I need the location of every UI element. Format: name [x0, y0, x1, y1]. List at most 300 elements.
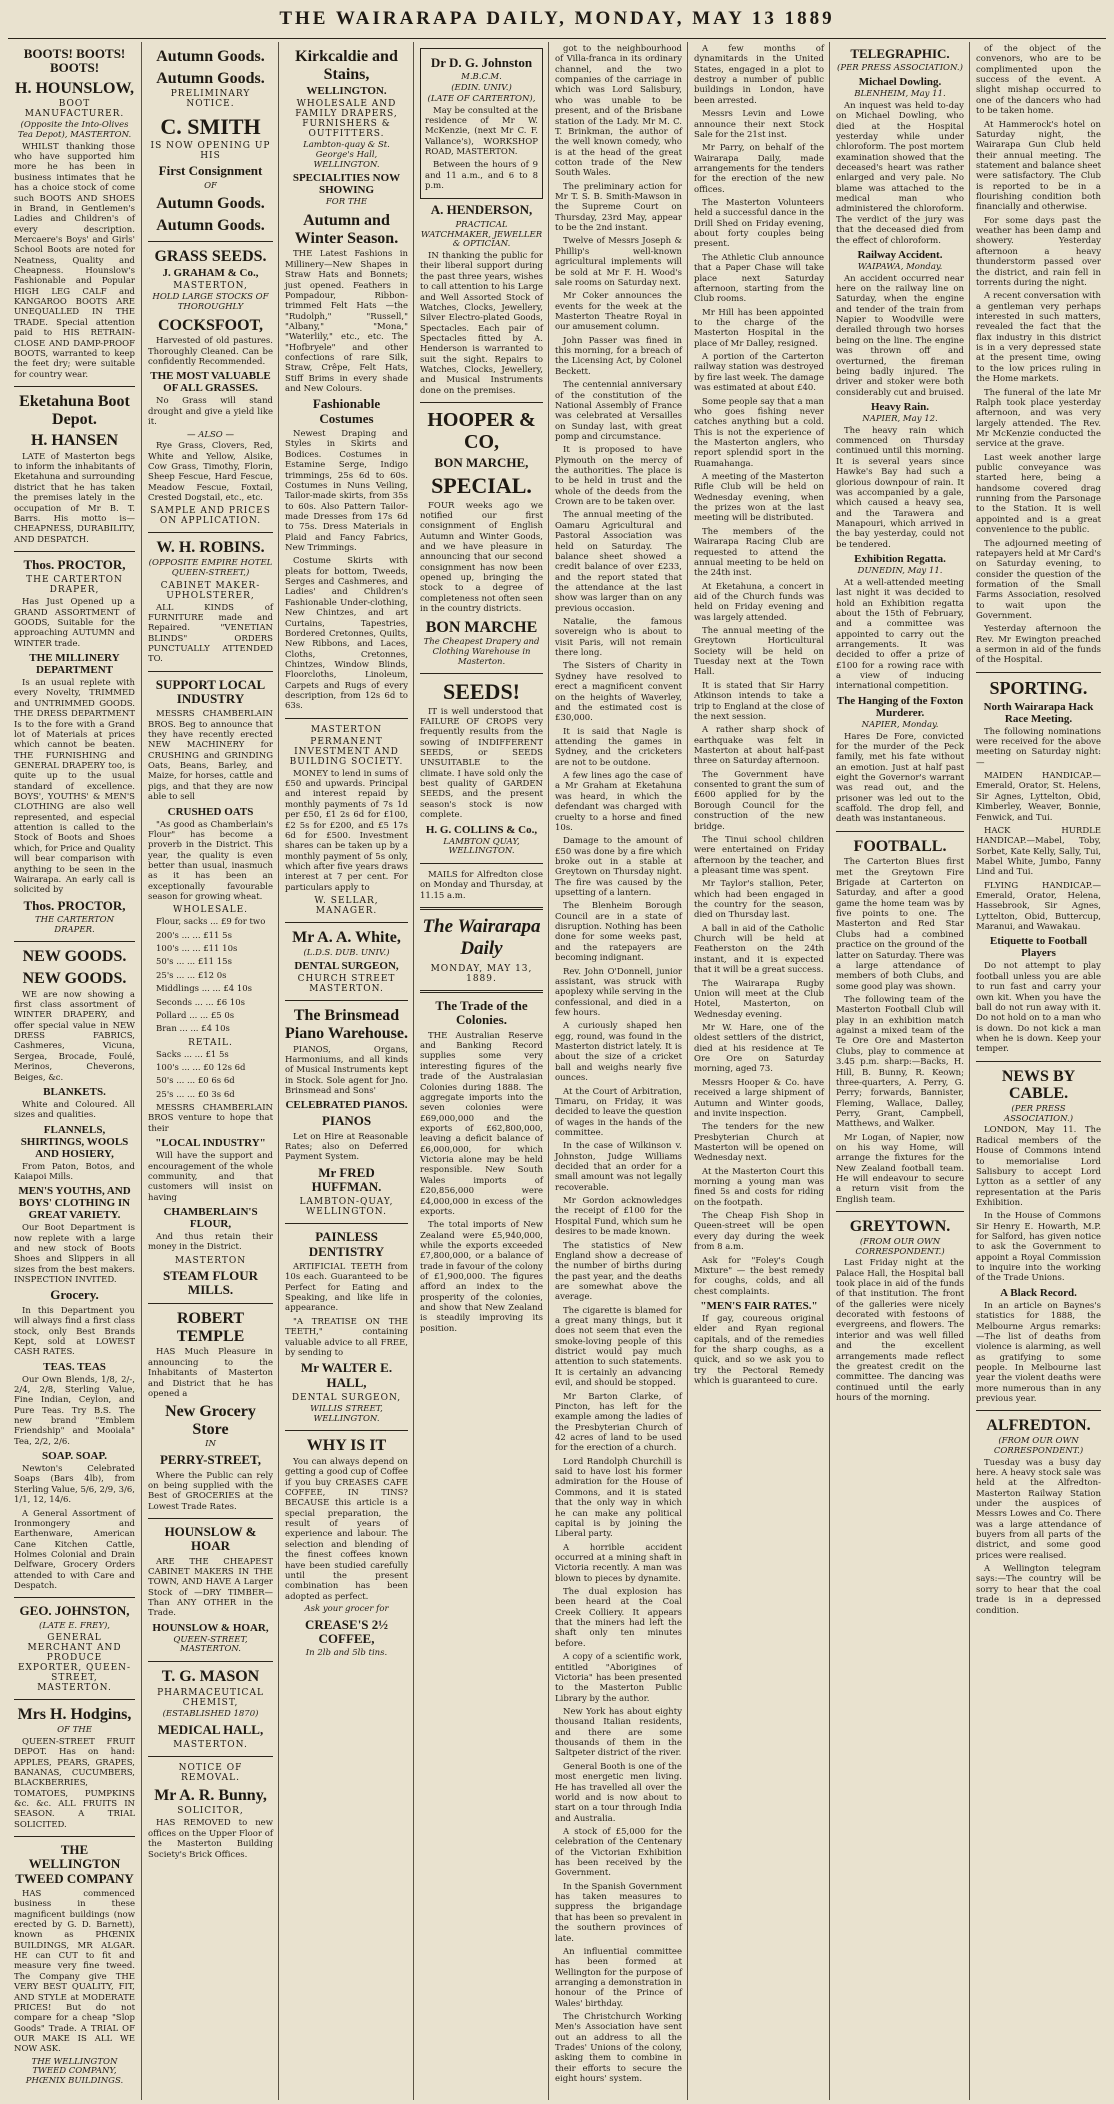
- ad-address: (OPPOSITE EMPIRE HOTEL QUEEN-STREET,): [148, 558, 273, 578]
- ad-body: Is an usual replete with every Novelty, TRIMMED and UNTRIMMED GOODS. THE DRESS DEPARTMENT Is to the fore with a Grand lot of Materials at prices which cannot be beaten. THE FURNISHING and GENERAL DRAPERY too, is quite up to the usual standard of excellence. BOYS', YOUTHS' & MEN'S CLOTHING are also well represented, and especial attention is called to the Stock of Boots and Shoes which, for Price and Quality will bear comparison with anything to be seen in the Wairarapa. An early call is solicited by: [14, 678, 135, 896]
- news-paragraph: The Masterton Volunteers held a successful dance in the Drill Shed on Friday evening, about forty couples being present.: [694, 198, 824, 250]
- ad-title: THE WELLINGTON TWEED COMPANY: [15, 1842, 134, 1886]
- column-3: [278, 42, 414, 2100]
- ad-crease-coffee: [285, 1437, 408, 1659]
- news-paragraph: The tenders for the new Presbyterian Church at Masterton will be opened on Wednesday next.: [694, 1122, 824, 1164]
- section-heading-cable: NEWS BY CABLE.: [1001, 1067, 1076, 1103]
- ad-seeds: [420, 680, 543, 901]
- divider: [285, 1223, 408, 1224]
- ad-subtitle: DENTAL SURGEON,: [291, 1392, 402, 1403]
- divider: [14, 941, 135, 942]
- news-paragraph: Ask for "Foley's Cough Mixture" — the best remedy for coughs, colds, and all chest complaints.: [694, 1255, 824, 1297]
- ad-subtitle: PHARMACEUTICAL CHEMIST,: [157, 1687, 264, 1708]
- ad-title: C. SMITH: [160, 114, 261, 140]
- ad-painless-dentistry: [285, 1230, 408, 1424]
- ad-title: Eketahuna Boot Depot.: [19, 392, 130, 428]
- price-row: Bran ... ... £4 10s: [156, 1024, 230, 1035]
- news-paragraph: Damage to the amount of £50 was done by a fire which broke out in a stable at Greytown on Thursday night. The fire was caused by the upsetting of a lantern.: [555, 836, 682, 899]
- ad-title: A. HENDERSON,: [430, 202, 533, 218]
- price-row: 200's ... ... £11 5s: [156, 930, 232, 941]
- news-paragraph: An accident occurred near here on the railway line on Saturday, when the engine and tender of the train from Napier to Woodville were derailed through two horses being on the line. The engine was thrown off and overturned, the fireman being badly injured. The driver and stoker were both considerably cut and bruised.: [836, 273, 964, 398]
- ad-grass-seeds: [148, 248, 273, 527]
- ad-proctor-draper: [14, 558, 135, 935]
- ad-connector: FOR THE: [325, 197, 368, 208]
- ad-section-heading: Grocery.: [50, 1287, 99, 1303]
- news-paragraph: New York has about eighty thousand Italian residents, and there are some thousands of them in the Saltpeter district of the river.: [555, 1706, 682, 1759]
- news-paragraph: MAIDEN HANDICAP.—Emerald, Orator, St. Helens, Sir Agnes, Lyttelton, Obid, Kimberley, Weaver, Bonnie, Fenwick, and Tui.: [976, 771, 1101, 823]
- ad-body: Let on Hire at Reasonable Rates; also on Deferred Payment System.: [285, 1131, 408, 1163]
- ad-body: In this Department you will always find a first class stock, only Best Brands Kept, sold at LOWEST CASH RATES.: [14, 1305, 135, 1358]
- divider: [14, 551, 135, 552]
- news-paragraph: The centennial anniversary of the constitution of the National Assembly of France was celebrated at Versailles on Sunday last, with great pomp and circumstance.: [555, 380, 682, 442]
- correspondent-note: (FROM OUR OWN CORRESPONDENT.): [855, 1236, 945, 1257]
- ad-section-heading: BLANKETS.: [43, 1085, 106, 1098]
- ad-body: Newton's Celebrated Soaps (Bars 4lb), from Sterling Value, 5/6, 2/9, 3/6, 1/1, 12, 14/6.: [14, 1464, 135, 1506]
- news-paragraph: For some days past the weather has been damp and showery. Yesterday afternoon a heavy thunderstorm passed over the district, and rain fell in torrents during the night.: [976, 215, 1101, 288]
- ad-address: QUEEN-STREET, MASTERTON.: [173, 1634, 248, 1655]
- ad-body: ARTIFICIAL TEETH from 10s each. Guaranteed to be Perfect for Eating and Speaking, and like life in appearance.: [285, 1261, 408, 1314]
- telegraphic-source: (PER PRESS ASSOCIATION.): [837, 63, 963, 74]
- news-paragraph: The cigarette is blamed for a great many things, but it does not seem that even the smoke-loving people of this district would pay much attention to such statements. It is certainly an advancing evil, and should be stopped.: [555, 1305, 682, 1389]
- ad-body: HAS Much Pleasure in announcing to the Inhabitants of Masterton and District that he has opened a: [148, 1347, 273, 1399]
- ad-body: DENTAL SURGEON,: [294, 960, 399, 973]
- news-paragraph: It is stated that Sir Harry Atkinson intends to take a trip to England at the close of the next session.: [694, 680, 824, 722]
- ad-body: QUEEN-STREET FRUIT DEPOT. Has on hand: APPLES, PEARS, GRAPES, BANANAS, CUCUMBERS, BLACKBERRIES, TOMATOES, PUMPKINS &c. &c. ALL FRUITS IN SEASON. A TRIAL SOLICITED.: [14, 1736, 135, 1830]
- ad-subtitle: PRACTICAL WATCHMAKER, JEWELLER & OPTICIAN.: [420, 219, 543, 250]
- price-row: 50's ... ... £11 15s: [156, 957, 232, 968]
- news-dateline: NAPIER, May 12.: [862, 413, 938, 424]
- ad-subtitle: M.B.C.M.: [461, 72, 502, 83]
- ad-robins: [148, 539, 273, 664]
- ad-hours: Between the hours of 9 and 11 a.m., and 6 to 8 p.m.: [425, 160, 538, 192]
- ad-footer: SAMPLE AND PRICES ON APPLICATION.: [150, 506, 271, 527]
- ad-robert-temple: [148, 1310, 273, 1512]
- news-paragraph: Mr Taylor's stallion, Peter, which had been engaged in the country for the season, died on Thursday last.: [694, 879, 824, 921]
- section-heading-greytown: GREYTOWN.: [849, 1218, 951, 1236]
- ad-signature: W. SELLAR, MANAGER.: [314, 896, 379, 917]
- ad-highlight: THE MOST VALUABLE OF ALL GRASSES.: [150, 370, 271, 395]
- ad-connector: IN: [205, 1439, 216, 1450]
- editorial-masthead: The Wairarapa Daily: [422, 916, 541, 960]
- news-paragraph: A stock of £5,000 for the celebration of the Centenary of the Victorian Exhibition has been received by the Government.: [555, 1826, 682, 1879]
- ad-body: Where the Public can rely on being supplied with the Best of GROCERIES at the Lowest Trade Rates.: [148, 1470, 273, 1512]
- divider: [976, 1061, 1101, 1062]
- ad-address: LAMBTON-QUAY, WELLINGTON.: [299, 1197, 394, 1218]
- price-row: 100's ... ... £0 12s 6d: [156, 1063, 246, 1073]
- ad-title-repeat: Autumn Goods.: [156, 69, 265, 87]
- ad-name: H. HOUNSLOW,: [15, 79, 134, 97]
- ad-hounslow-boots: [14, 47, 135, 380]
- ad-title: T. G. MASON: [161, 1668, 260, 1686]
- ad-body: Rye Grass, Clovers, Red, White and Yellow, Alsike, Cow Grass, Timothy, Florin, Sheep Fescue, Hard Fescue, Meadow Fescue, Foxtail, Crested Dogstail, etc., etc.: [148, 441, 273, 504]
- ad-address: PERRY-STREET,: [159, 1452, 262, 1468]
- ad-title: WHY IS IT: [306, 1437, 387, 1455]
- editorial-body: The total imports of New Zealand were £5,940,000, while the exports exceeded £7,800,000, or a balance of trade in favour of the colony of £1,900,000. The figures afford an index to the prosperity of the colonies, and show that New Zealand is steadily improving its position.: [420, 1220, 543, 1334]
- ad-chamberlain-flour: [148, 678, 273, 1298]
- column-1: [8, 42, 141, 2100]
- ad-body: "A TREATISE ON THE TEETH," containing valuable advice to all FREE, by sending to: [285, 1316, 408, 1358]
- ad-title: Mr A. A. White,: [292, 929, 401, 947]
- ad-body: MESSRS CHAMBERLAIN BROS venture to hope that their: [148, 1103, 273, 1134]
- ad-connector: OF: [204, 180, 217, 191]
- news-paragraph: At a well-attended meeting last night it was decided to hold an Exhibition regatta about the 15th of February, and a committee was appointed to carry out the arrangements. It was decided to offer a prize of £100 for a rowing race with a view of inducing international competition.: [836, 577, 964, 692]
- ad-subtitle: (L.D.S. DUB. UNIV.): [303, 947, 390, 958]
- news-paragraph: In the case of Wilkinson v. Johnston, Judge Williams decided that an order for a small amount was not legally recoverable.: [555, 1141, 682, 1193]
- price-heading: WHOLESALE.: [172, 905, 249, 916]
- news-paragraph: The following team of the Masterton Football Club will play in an exhibition match against a mixed team of the Te Ore Ore and Masterton Clubs, play to commence at 3.45 p.m. sharp:—Backs, H. Hill, B. Bunny, R. Keown; three-quarters, A. Perry, G. Perry; forwards, Bannister, Fleming, Wallace, Dalley, Perry, Grant, Campbell, Matthews, and Walker.: [836, 995, 964, 1130]
- ad-dr-johnston: [420, 48, 543, 199]
- ad-section-heading: MEN'S YOUTHS, AND BOYS' CLOTHING IN GREAT VARIETY.: [18, 1185, 131, 1222]
- columns: [8, 42, 1106, 2100]
- ad-goods: Autumn Goods.: [156, 195, 265, 213]
- ad-wellington-tweed: [14, 1843, 135, 2087]
- ad-body: And thus retain their money in the District.: [148, 1231, 273, 1253]
- ad-body: MESSRS CHAMBERLAIN BROS. Beg to announce that they have recently erected NEW MACHINERY for CRUSHING and GRINDING Oats, Beans, Barley, and Maize, for horses, cattle and pigs, and that they are now able to sell: [148, 709, 273, 803]
- ad-connector: — ALSO —: [187, 429, 234, 440]
- news-paragraph: An inquest was held to-day on Michael Dowling, who died at the Hospital yesterday while under chloroform. The post mortem examination showed that the deceased's heart was rather enlarged and very pale. No blame was attached to the medical man who administered the chloroform. The verdict of the jury was that the deceased died from the effect of chloroform.: [836, 100, 964, 246]
- column-7: [829, 42, 970, 2100]
- price-row: Flour, sacks ... £9 for two: [156, 917, 266, 928]
- divider: [420, 673, 543, 674]
- ad-section-heading: THE MILLINERY DEPARTMENT: [29, 652, 120, 677]
- ad-body: WE are now showing a first class assortment of WINTER DRAPERY, and offer special value in NEW DRESS FABRICS, Cashmeres, Vicuna, Sergea, Brocade, Foulé, Merinos, Cheverons, Beiges, &c.: [14, 989, 135, 1083]
- ad-highlight: SPECIAL.: [431, 473, 532, 499]
- ad-body: IS NOW OPENING UP HIS: [150, 141, 271, 162]
- ad-title: The Brinsmead Piano Warehouse.: [285, 1007, 408, 1043]
- ad-name: H. HANSEN: [30, 432, 119, 450]
- news-paragraph: A recent conversation with a gentleman very perhaps interested in such matters, revealed the fact that the flax industry in this district is in a very depressed state at the present time, owing to the low prices ruling in the Home markets.: [976, 291, 1101, 385]
- ad-body: White and Coloured. All sizes and qualities.: [14, 1099, 135, 1121]
- news-paragraph: A curiously shaped hen egg, round, was found in the Masterton district lately. It is about the size of a cricket ball and weighs nearly five ounces.: [555, 1021, 682, 1084]
- ad-highlight: CELEBRATED PIANOS.: [285, 1099, 408, 1112]
- ad-hodgins-fruit: [14, 1706, 135, 1830]
- ad-signature-sub: THE CARTERTON DRAPER.: [34, 914, 115, 935]
- news-paragraph: The Wairarapa Rugby Union will meet at the Club Hotel, Masterton, on Wednesday evening.: [694, 978, 824, 1020]
- ad-goods-repeat: Autumn Goods.: [156, 217, 265, 235]
- news-paragraph: In an article on Baynes's statistics for 1888, the Melbourne Argus remarks:—The list of deaths from violence is alarming, as well as gratifying to some people. In Melbourne last year the violent deaths were more numerous than in any previous year.: [976, 1300, 1101, 1405]
- news-paragraph: The adjourned meeting of ratepayers held at Mr Card's on Saturday evening, to consider the question of the formation of the Small Farms Association, resolved to wait upon the Government.: [976, 538, 1101, 622]
- news-heading: Railway Accident.: [857, 248, 943, 261]
- ad-section-heading: TEAS. TEAS: [43, 1360, 106, 1373]
- ad-highlight: New Grocery Store: [165, 1403, 256, 1438]
- ad-subtitle: BON MARCHE,: [434, 455, 529, 471]
- ad-c-smith: [148, 115, 273, 234]
- news-paragraph: The preliminary action for Mr T. S. B. Smith-Mawson in the Supreme Court on Thursday, 23rd May, appear to be the 2nd instant.: [555, 181, 682, 234]
- news-paragraph: Twelve of Messrs Joseph & Phillip's well-known agricultural implements will be sold at Mr F. H. Wood's sale rooms on Saturday next.: [555, 236, 682, 288]
- ad-subtitle: (EDIN. UNIV.): [451, 83, 512, 94]
- news-paragraph: It is said that Nagle is attending the games in Sydney, and the cricketers are not to be outdone.: [555, 726, 682, 768]
- price-row: Sacks ... ... £1 5s: [156, 1049, 229, 1060]
- news-paragraph: The Christchurch Working Men's Association have sent out an address to all the Trades' Unions of the colony, asking them to combine in their efforts to secure the eight hours' system.: [555, 2012, 682, 2085]
- ad-body: Has Just Opened up a GRAND ASSORTMENT of GOODS, Suitable for the approaching AUTUMN and WINTER trade.: [14, 597, 135, 649]
- news-dateline: WAIPAWA, Monday.: [857, 261, 943, 272]
- ad-title: Autumn Goods.: [156, 48, 265, 65]
- news-paragraph: The heavy rain which commenced on Thursday continued until this morning. It is several years since Hawke's Bay had such a glorious downpour of rain. It was accompanied by a gale, which caused a heavy sea, and the Tarawera and Manapouri, which arrived in the bay yesterday, could not be tendered.: [836, 425, 964, 550]
- ad-title: ROBERT TEMPLE: [176, 1310, 245, 1345]
- ad-body: A General Assortment of Ironmongery and Earthenware, American Cane Kitchen Cattle, Holmes Colonial and Drain Delfware, Grocery Orders attended to with Care and Despatch.: [14, 1508, 135, 1592]
- ad-name: J. GRAHAM & Co.,: [162, 267, 259, 280]
- mail-notice: MAILS for Alfredton close on Monday and Thursday, at 11.15 a.m.: [420, 870, 543, 901]
- divider: [976, 672, 1101, 673]
- news-heading: The Hanging of the Foxton Murderer.: [836, 694, 964, 719]
- ad-section-heading: SOAP. SOAP.: [42, 1450, 107, 1463]
- ad-body: IT is well understood that FAILURE OF CROPS very frequently results from the sowing of INDIFFERENT SEEDS, or SEEDS UNSUITABLE to the climate. I have sold only the best quality of GARDEN SEEDS, and the present season's stock is now complete.: [420, 706, 543, 821]
- divider: [148, 241, 273, 242]
- news-paragraph: Lord Randolph Churchill is said to have lost his former admiration for the House of Commons, and it is stated that the only way in which he can make any political capital is by joining the Liberal party.: [555, 1456, 682, 1540]
- ad-body: You can always depend on getting a good cup of Coffee if you buy CREASES CAFE COFFEE, IN TINS? BECAUSE this article is a special preparation, the result of years of experience and labour. The selection and blending of the finest coffees known have been studied carefully until the present combination has been adopted as perfect.: [285, 1456, 408, 1602]
- column-4: [413, 42, 549, 2100]
- ad-body: PIANOS, Organs, Harmoniums, and all kinds of Musical Instruments kept in Stock. Sole agent for Jno. Brinsmead and Sons': [285, 1044, 408, 1097]
- news-paragraph: Yesterday afternoon the Rev. Mr Ewington preached a sermon in aid of the funds of the Hospital.: [976, 624, 1101, 666]
- ad-title: Kirkcaldie and Stains,: [295, 48, 398, 83]
- page-title: THE WAIRARAPA DAILY, MONDAY, MAY 13 1889: [279, 8, 835, 29]
- news-paragraph: Mr Parry, on behalf of the Wairarapa Daily, made arrangements for the tenders for the erection of the new offices.: [694, 143, 824, 195]
- ad-body: Our Boot Department is now replete with a large and new stock of Boots Shoes and Slippers in all sizes from the best makers. INSPECTION INVITED.: [14, 1223, 135, 1286]
- ad-signature: THE WELLINGTON TWEED COMPANY, PHŒNIX BUILDINGS.: [25, 2056, 124, 2087]
- ad-kirkcaldie-stains: [285, 48, 408, 712]
- ad-subtitle: OF THE: [57, 1725, 92, 1736]
- divider: [976, 1410, 1101, 1411]
- ad-body: Newest Draping and Styles in Skirts and Bodices. Costumes in Estamine Serge, Indigo trimmings, 25s 6d to 60s. Costumes in Nuns Veiling, Tailor-made skirts, from 35s to 60s. Also Pattern Tailor-made Dresses from 17s 6d to 75s. Dress Materials in Plaid and Fancy Fabrics, New Trimmings.: [285, 429, 408, 554]
- news-heading: Exhibition Regatta.: [854, 553, 946, 566]
- ad-title: GEO. JOHNSTON,: [19, 1603, 130, 1619]
- news-heading: Michael Dowling.: [858, 76, 942, 89]
- news-paragraph: Some people say that a man who goes fishing never catches anything but a cold. This is not the experience of the Masterton anglers, who report splendid sport in the Ruamahanga.: [694, 396, 824, 469]
- ad-signature: Thos. PROCTOR,: [23, 897, 126, 913]
- ad-season: Autumn and Winter Season.: [294, 212, 399, 247]
- news-paragraph: Messrs Levin and Lowe announce their next Stock Sale for the 21st inst.: [694, 109, 824, 140]
- divider: [420, 907, 543, 910]
- news-dateline: NAPIER, Monday.: [861, 719, 939, 730]
- section-heading-alfredton: ALFREDTON.: [986, 1417, 1091, 1435]
- ad-title: BON MARCHE: [425, 618, 538, 636]
- news-paragraph: Hares De Fore, convicted for the murder of the Peck family, met his fate without an emotion. Just at half past eight the Governor's warrant was read out, and the prisoner was led out to the scaffold. The drop fell, and death was instantaneous.: [836, 731, 964, 825]
- telegraphic-source: (PER PRESS ASSOCIATION.): [1003, 1103, 1074, 1124]
- price-row: Middlings ... ... £4 10s: [156, 984, 253, 995]
- ad-product: CREASE'S 2½ COFFEE,: [304, 1616, 389, 1647]
- divider: [420, 402, 543, 403]
- ad-title-repeat: NEW GOODS.: [22, 970, 127, 988]
- ad-address: CHURCH STREET MASTERTON.: [297, 974, 396, 995]
- ad-body: HAS commenced business in these magnificent buildings (now erected by G. D. Barnett), known as PHŒNIX BUILDINGS, MR ALGAR. HE can CUT to fit and measure very fine tweed. The Company give THE VERY BEST QUALITY, FIT, AND STYLE at MODERATE PRICES! But do not compare for a cheap "Slop Goods" Trade. A TRIAL OF OUR MAKE IS ALL WE NOW ASK.: [14, 1888, 135, 2055]
- ad-hounslow-hoar: [148, 1525, 273, 1655]
- ad-title: HOUNSLOW & HOAR: [164, 1523, 257, 1554]
- telegraphic-heading: TELEGRAPHIC.: [850, 46, 950, 61]
- news-heading: A Black Record.: [1000, 1286, 1077, 1299]
- ad-title: Mrs H. Hodgins,: [17, 1706, 132, 1724]
- ad-address: LAMBTON QUAY, WELLINGTON.: [443, 836, 520, 857]
- news-paragraph: Mr Coker announces the events for the week at the Masterton Theatre Royal in our amusement column.: [555, 291, 682, 333]
- divider: [14, 1836, 135, 1837]
- divider: [285, 718, 408, 719]
- column-8: [969, 42, 1107, 2100]
- news-paragraph: The Sisters of Charity in Sydney have resolved to erect a magnificent convent on the heights of Waverley, and the estimated cost is £30,000.: [555, 661, 682, 724]
- editorial-date: MONDAY, MAY 13, 1889.: [430, 964, 533, 985]
- ad-note: (LATE OF CARTERTON),: [427, 93, 536, 104]
- ad-place: MASTERTON,: [173, 281, 248, 292]
- ad-body: Will have the support and encouragement of the whole community, and that customers will insist on having: [148, 1151, 273, 1203]
- page-header: [0, 0, 1114, 38]
- editorial-body: THE Australian Reserve and Banking Record supplies some very interesting figures of the trade of the Australasian Colonies during 1888. The aggregate imports into the seven colonies were £69,000,000 and the exports of £62,800,000, leaving a deficit balance of £6,000,000, for which Victoria alone may be held responsible. New South Wales imports of £20,856,000 were £4,000,000 in excess of the exports.: [420, 1030, 543, 1217]
- news-paragraph: Messrs Hooper & Co. have received a large shipment of Autumn and Winter goods, and invite inspection.: [694, 1077, 824, 1119]
- editorial-trade-colonies: [420, 999, 543, 1334]
- news-paragraph: The following nominations were received for the above meeting on Saturday night:—: [976, 726, 1101, 768]
- divider: [420, 863, 543, 864]
- ad-building-society: [285, 725, 408, 916]
- divider: [148, 1756, 273, 1757]
- ad-product: PIANOS: [321, 1113, 372, 1129]
- divider: [14, 386, 135, 387]
- ad-title: BOOTS! BOOTS! BOOTS!: [23, 46, 126, 76]
- ad-highlight: SPECIALITIES NOW SHOWING: [292, 172, 401, 197]
- news-paragraph: HACK HURDLE HANDICAP.—Mabel, Toby, Sorbet, Kate Kelly, Sally, Tui, Mabel White, Jumbo, Fanny Lind and Tui.: [976, 825, 1101, 878]
- news-paragraph: LONDON, May 11. The Radical members of the House of Commons intend to memorialise Lord Salisbury to accept Lord Lytton as a settler of any representation at the Paris Exhibition.: [976, 1125, 1101, 1208]
- section-heading-football: FOOTBALL.: [853, 837, 947, 855]
- ad-connector: Ask your grocer for: [304, 1603, 389, 1614]
- ad-body: No Grass will stand drought and give a yield like it.: [148, 396, 273, 428]
- ad-title: SEEDS!: [442, 679, 521, 705]
- news-paragraph: FLYING HANDICAP.—Emerald, Orator, Helena, Hassebrook, Sir Agnes, Lyttelton, Obid, Buttercup, Maranui, and Wawakau.: [976, 880, 1101, 933]
- divider: [148, 1303, 273, 1304]
- news-paragraph: Rev. John O'Donnell, junior assistant, was struck with apoplexy while serving in the confessional, and died in a few hours.: [555, 966, 682, 1018]
- ad-body: MONEY to lend in sums of £50 and upwards. Principal and interest repaid by monthly payments of 7s 1d per £50, £1 2s 6d for £100, £2 5s for £200, and £5 17s 6d for £500. Investment shares can be taken up by a monthly payment of 5s only, which after five years draws interest at 7 per cent. For particulars apply to: [285, 768, 408, 893]
- news-paragraph: A few lines ago the case of a Mr Graham at Eketahuna was heard, in which the defendant was charged with cruelty to a horse and fined 10s.: [555, 771, 682, 833]
- ad-address: (Opposite the Into-Olives Tea Depot), MASTERTON.: [17, 120, 132, 140]
- price-row: 100's ... ... £11 10s: [156, 944, 238, 955]
- divider: [148, 671, 273, 672]
- ad-title: W. H. ROBINS.: [156, 539, 265, 557]
- divider: [285, 1000, 408, 1001]
- price-row: 25's ... ... £0 3s 6d: [156, 1089, 235, 1100]
- ad-product: COCKSFOOT,: [157, 316, 264, 334]
- editorial-title: The Trade of the Colonies.: [435, 998, 528, 1028]
- ad-subtitle: BOOT MANUFACTURER.: [24, 99, 125, 120]
- divider: [148, 1518, 273, 1519]
- ad-section-heading: Fashionable Costumes: [312, 396, 381, 426]
- news-paragraph: Natalie, the famous sovereign who is about to visit Paris, will not remain there long.: [555, 617, 682, 659]
- divider: [836, 1211, 964, 1212]
- news-dateline: DUNEDIN, May 11.: [857, 566, 943, 577]
- news-paragraph: The funeral of the late Mr Ralph took place yesterday afternoon, and was very largely attended. The Rev. Mr McKenzie conducted the service at the grave.: [976, 387, 1101, 450]
- news-paragraph: A rather sharp shock of earthquake was felt in Masterton at about half-past three on Saturday afternoon.: [694, 725, 824, 767]
- ad-name: MEDICAL HALL,: [157, 1721, 264, 1737]
- news-heading: North Wairarapa Hack Race Meeting.: [983, 700, 1094, 725]
- ad-highlight: "LOCAL INDUSTRY": [155, 1137, 266, 1150]
- ad-place: MASTERTON: [174, 1255, 247, 1266]
- news-heading: Heavy Rain.: [870, 400, 930, 413]
- ad-subtitle: PERMANENT INVESTMENT AND BUILDING SOCIETY.: [289, 736, 404, 767]
- news-paragraph: Do not attempt to play football unless you are able to run fast and carry your own kit. When you have the ball do not run away with it. Do not hold on to a man who is down. Do not kick a man when he is down. Keep your temper.: [976, 961, 1101, 1055]
- ad-title: NEW GOODS.: [22, 948, 127, 966]
- news-paragraph: Mr Hill has been appointed to the charge of the Masterton Hospital in the place of Mr Dalley, resigned.: [694, 307, 824, 349]
- ad-subtitle: THE CARTERTON DRAPER,: [26, 575, 123, 596]
- news-paragraph: At Eketahuna, a concert in aid of the Church funds was held on Friday evening and was largely attended.: [694, 581, 824, 623]
- ad-body: Harvested of old pastures. Thoroughly Cleaned. Can be confidently Recommended.: [148, 336, 273, 368]
- news-paragraph: The Tinui school children were entertained on Friday afternoon by the teacher, and a pleasant time was spent.: [694, 834, 824, 876]
- ad-title: Dr D. G. Johnston: [430, 55, 533, 70]
- news-paragraph: The annual meeting of the Greytown Horticultural Society will be held on Tuesday next at the Town Hall.: [694, 626, 824, 678]
- news-paragraph: The Blenheim Borough Council are in a state of disruption. Nothing has been done for some weeks past, and the ratepayers are becoming indignant.: [555, 901, 682, 964]
- divider: [285, 922, 408, 923]
- ad-subtitle: WHOLESALE AND FAMILY DRAPERS, FURNISHERS & OUTFITTERS.: [295, 99, 398, 140]
- ad-subtitle: (LATE E. FREY),: [39, 1620, 110, 1631]
- news-paragraph: A copy of a scientific work, entitled "Aborigines of Victoria" has been presented to the Masterton Public Library by the author.: [555, 1652, 682, 1704]
- column-2: [141, 42, 279, 2100]
- price-row: 25's ... ... £12 0s: [156, 970, 227, 981]
- ad-body: Costume Skirts with pleats for bottom, Tweeds, Serges and Cashmeres, and Ladies' and Children's Fashionable Under-clothing, New Chintzes, and art Curtains, Tapestries, Bordered Cretonnes, Quilts, New Ribbons, and Laces, Cloths, Cretonnes, Chintzes, Window Blinds, Floorcloths, Linoleum, Carpets and Rugs of every description, from 12s 6d to 63s.: [285, 556, 408, 712]
- price-heading: RETAIL.: [188, 1037, 233, 1048]
- ad-title: Thos. PROCTOR,: [23, 557, 126, 572]
- ad-body: IN thanking the public for their liberal support during the past three years, wishes to call attention to his Large and Well Assorted Stock of Watches, Clocks, Jewellery, Silver Electro-plated Goods, Spectacles. Each pair of Spectacles fitted by A. Henderson is warranted to suit the sight. Repairs to Watches, Clocks, Jewellery, and Musical Instruments done on the premises.: [420, 251, 543, 396]
- price-row: Pollard ... ... £5 0s: [156, 1010, 235, 1021]
- news-paragraph: It is proposed to have Plymouth on the mercy of the authorities. The place is to be held in trust and the whole of the deeds from the Crown are to be taken over.: [555, 445, 682, 508]
- ad-subtitle: SOLICITOR,: [177, 1806, 244, 1817]
- news-paragraph: Last week another large public conveyance was started here, being a handsome covered drag running from the Parsonage to the Station. It is well appointed and is a great convenience to the public.: [976, 452, 1101, 536]
- ad-subtitle: HOLD LARGE STOCKS OF THOROUGHLY: [152, 292, 269, 312]
- ad-body: WHILST thanking those who have supported him more he has been in business intimates that he has a choice stock of come such BOOTS AND SHOES in Brand, in Gentlemen's Ladies and Children's of every description. Mercaere's Boys' and Girls' School Boots are noted for Neatness, Quality and Cheapness. Hounslow's Fashionable and Popular HIGH LEG CALF and KANGAROO BOOTS ARE UNEQUALLED IN THE TRADE. Special attention paid to HIS RETRAIN-CLOSE AND DAMP-PROOF BOOTS, warranted to keep the feet dry; were suitable for country wear.: [14, 141, 135, 380]
- ad-notice: PRELIMINARY NOTICE.: [170, 89, 251, 110]
- news-paragraph: John Passer was fined in this morning, for a breach of the Licensing Act, by Colonel Beckett.: [555, 335, 682, 377]
- news-paragraph: At the Court of Arbitration, Timaru, on Friday, it was decided to leave the question of wages in the hands of the committee.: [555, 1086, 682, 1138]
- ad-body: LATE of Masterton begs to inform the inhabitants of Eketahuna and surrounding district that he has taken the premises lately in the occupation of Mr B. T. Barrs. His motto is—CHEAPNESS, DURABILITY, AND DESPATCH.: [14, 451, 135, 545]
- correspondent-note: (FROM OUR OWN CORRESPONDENT.): [993, 1436, 1084, 1456]
- ad-white-dentist: [285, 929, 408, 994]
- ad-body: "As good as Chamberlain's Flour" has become a proverb in the District. This year, the quality is even better than usual, inasmuch as it has been an exceptionally favourable season for growing wheat.: [148, 819, 273, 903]
- news-paragraph: A portion of the Carterton railway station was destroyed by fire last week. The damage was estimated at about £40.: [694, 352, 824, 394]
- ad-geo-johnston: [14, 1604, 135, 1693]
- ad-highlight: CHAMBERLAIN'S FLOUR,: [163, 1205, 258, 1230]
- ad-signature: HOUNSLOW & HOAR,: [152, 1621, 269, 1634]
- news-paragraph: At Hammerock's hotel on Saturday night, the Wairarapa Gun Club held their annual meeting. The statement and balance sheet were satisfactory. The Club is reported to be in a flourishing condition both financially and otherwise.: [976, 119, 1101, 213]
- price-row: 50's ... ... £0 6s 6d: [156, 1076, 235, 1087]
- ad-title: PAINLESS DENTISTRY: [308, 1229, 385, 1259]
- divider: [148, 1661, 273, 1662]
- divider: [836, 831, 964, 832]
- ad-hooper-bon-marche: [420, 409, 543, 667]
- ad-body: FOUR weeks ago we notified our first consignment of English Autumn and Winter Goods, and we have pleasure in announcing that our second consignment has now been opened up, bringing the stock to a degree of completeness not often seen in the country districts.: [420, 500, 543, 615]
- news-paragraph: The statistics of New England show a decrease of the number of births during the past year, and the deaths are somewhat above the average.: [555, 1240, 682, 1303]
- column-5: [548, 42, 688, 2100]
- ad-address: WILLIS STREET, WELLINGTON.: [310, 1403, 383, 1424]
- news-paragraph: Mr Gordon acknowledges the receipt of £100 for the Hospital Fund, which sum he desires to be made known.: [555, 1196, 682, 1238]
- ad-body: ARE THE CHEAPEST CABINET MAKERS IN THE TOWN, AND HAVE A Larger Stock of —DRY TIMBER— Than ANY OTHER in the Trade.: [148, 1556, 273, 1619]
- ad-product: CRUSHED OATS: [167, 805, 254, 818]
- divider: [420, 990, 543, 993]
- news-paragraph: The dual explosion has been heard at the Coal Creek Colliery. It appears that the miners had left the shaft only ten minutes before.: [555, 1587, 682, 1649]
- news-paragraph: In the Spanish Government has taken measures to suppress the brigandage that has been so prevalent in the southern provinces of late.: [555, 1881, 682, 1944]
- ad-note: (ESTABLISHED 1870): [162, 1708, 259, 1719]
- ad-title: SUPPORT LOCAL INDUSTRY: [155, 676, 266, 706]
- news-paragraph: The Cheap Fish Shop in Queen-street will be open every day during the week from 8 a.m.: [694, 1211, 824, 1253]
- news-paragraph: In the House of Commons Sir Henry E. Howarth, M.P. for Salford, has given notice to ask the Government to appoint a Royal Commission to inquire into the working of the Trade Unions.: [976, 1211, 1101, 1284]
- ad-place: WELLINGTON.: [306, 85, 387, 98]
- ad-signature: Mr FRED HUFFMAN.: [311, 1164, 382, 1195]
- ad-autumn-goods: [148, 48, 273, 109]
- news-paragraph: If gay, coureous original elder and Ryan regional capitals, and of the remedies for the sharp coughs, as a quick, and so we ask you to try the Pectoral Remedy which is guaranteed to cure.: [694, 1313, 824, 1387]
- column-6: [687, 42, 830, 2100]
- ad-title: HOOPER & CO,: [427, 409, 536, 454]
- ad-body: GENERAL MERCHANT AND PRODUCE EXPORTER, QUEEN-STREET, MASTERTON.: [17, 1633, 132, 1694]
- divider: [285, 1430, 408, 1431]
- ad-henderson-watchmaker: [420, 203, 543, 396]
- news-paragraph: got to the neighbourhood of Villa-franca in its ordinary channel, and the two companies of the carriage in which was Lord Salisbury, who was unable to be present, and of the Brisbane station of the Lady. Mr M. C. T. Brinkman, the author of the well known comedy, who is at the head of the great cotton trade of the New South Wales.: [555, 44, 682, 179]
- ad-body: ALL KINDS of FURNITURE made and Repaired. "VENETIAN BLINDS" ORDERS PUNCTUALLY ATTENDED TO.: [148, 602, 273, 665]
- news-paragraph: The members of the Wairarapa Racing Club are requested to attend the annual meeting to be held on the 24th inst.: [694, 526, 824, 579]
- ad-title: GRASS SEEDS.: [154, 247, 267, 265]
- ad-eketahuna-boot-depot: [14, 393, 135, 545]
- ad-new-goods: [14, 948, 135, 1591]
- news-paragraph: A meeting of the Masterton Rifle Club will be held on Wednesday evening, when the prizes won at the last meeting will be distributed.: [694, 472, 824, 524]
